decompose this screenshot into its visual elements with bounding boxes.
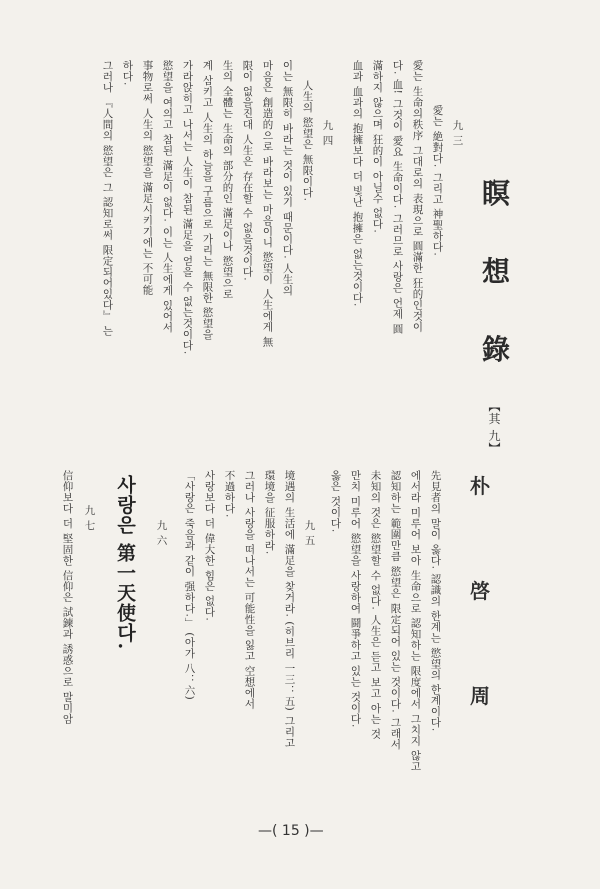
author-char-2: 啓 [470, 579, 490, 603]
body-column: 이는 無限히 바라는 것이 있기 때문이다. 人生의 [281, 60, 294, 296]
section-93-heading: 九 三 [451, 120, 464, 146]
body-column: 滿하지 않으며 狂的이 아닐수 없다. [371, 60, 384, 234]
body-column: 옳은 것이다. [329, 470, 342, 533]
body-column: 認知하는 範圍만큼 慾望은 限定되어 있는 것이다. 그래서 [389, 470, 402, 750]
body-column: 에서라 미루어 보아 生命으로 認知하는 限度에서 그치지 않고 [409, 470, 422, 772]
title-char-1: 瞑 [482, 177, 511, 210]
author-char-1: 朴 [470, 474, 490, 498]
body-column: 限이 없을진대 人生은 存在할 수 없을것이다. [241, 60, 254, 282]
body-column: 境遇의 生活에 滿足을 찾거라. (히브리 一三：五) 그리고 [283, 470, 296, 749]
body-column: 信仰보다 더 堅固한 信仰은 試鍊과 誘惑으로 말미암 [61, 470, 74, 725]
body-column: 人生의 慾望은 無限이다. [301, 80, 314, 202]
body-column: 慾望을 여의고 참된 滿足이 없다. 이는 人生에게 있어서 [161, 60, 174, 333]
body-column: 하다. [121, 60, 134, 86]
body-column: 그러나 『人間의 慾望은 그 認知로써 限定되어있다』 는 [101, 60, 114, 337]
body-column: 사랑보다 더 偉大한 힘은 없다. [203, 470, 216, 622]
body-column: 未知의 것은 慾望할 수 없다. 人生은 듣고 보고 아는 것 [369, 470, 382, 740]
section-94-heading: 九 四 [321, 120, 334, 146]
body-column: 先見者의 말이 옳다. 認識의 한계는 慾望의 한계이다. [429, 470, 442, 732]
body-column: 가라앉히고 나서는 人生이 참된 滿足을 얻을 수 없는것이다. [181, 60, 194, 355]
emphasized-line: 사랑은 第一天使다. [114, 475, 136, 651]
body-column: 마음은 創造的으로 바라보는 마음이니 慾望이 人生에게 無 [261, 60, 274, 348]
body-column: 그러나 사랑을 떠나서는 可能性을 잃고 空想에서 [243, 470, 256, 710]
body-column: 事物로써 人生의 慾望을 滿足시키기에는 不可能 [141, 60, 154, 296]
body-column: 만치 미루어 慾望을 사랑하여 鬪爭하고 있는 것이다. [349, 470, 362, 728]
body-column: 愛는 絶對다. 그리고 神聖하다. [431, 105, 444, 257]
body-column: 環境을 征服하라. [263, 470, 276, 555]
title-char-2: 想 [482, 255, 511, 288]
body-column: 血과 血과의 抱擁보다 더 빛난 抱擁은 없는것이다. [351, 60, 364, 307]
author-char-3: 周 [470, 684, 490, 708]
title-char-3: 錄 [482, 333, 511, 366]
section-97-heading: 九 七 [83, 505, 96, 531]
body-column: 生의 全體는 生命의 部分的인 滿足이나 慾望으로 [221, 60, 234, 300]
body-column: 不過하다. [223, 470, 236, 518]
section-96-heading: 九 六 [155, 520, 168, 546]
page-number: —( 15 )— [258, 823, 324, 839]
body-column: 계 삼키고 人生의 하늘을 구름으로 가리는 無限한 慾望을 [201, 60, 214, 340]
section-95-heading: 九 五 [303, 520, 316, 546]
body-column: 「사랑은 죽음과 같이 强하다.」 (아가 八：六) [183, 470, 196, 701]
body-column: 愛는 生命의秩序 그대로의 表現으로 圓滿한 狂的인것이 [411, 60, 424, 333]
title-subtitle: 【其 九】 [487, 400, 501, 455]
body-column: 다. 血! 그것이 愛요 生命이다. 그러므로 사랑은 언제 圓 [391, 60, 404, 335]
